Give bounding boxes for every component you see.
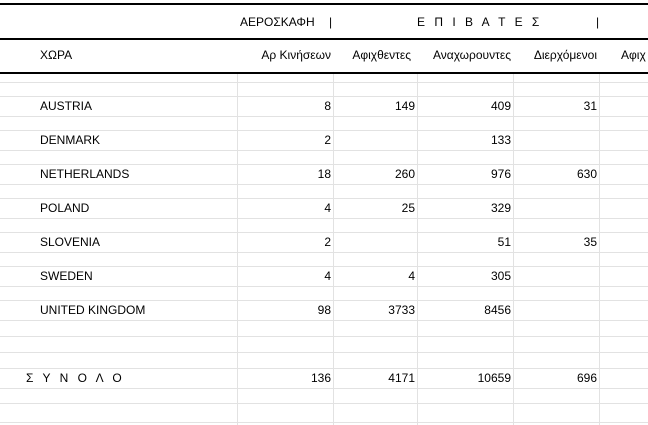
movements-cell[interactable]: 2 (324, 235, 331, 249)
grid-line (0, 336, 648, 337)
group-header-row (0, 14, 648, 31)
country-cell[interactable]: UNITED KINGDOM (40, 303, 146, 317)
grid-line (0, 368, 648, 369)
header-top-border (0, 3, 648, 5)
departures-cell[interactable]: 329 (490, 201, 511, 215)
departures-cell[interactable]: 8456 (484, 303, 511, 317)
column-header-row (0, 47, 648, 64)
movements-cell[interactable]: 8 (324, 99, 331, 113)
grid-line (0, 82, 648, 83)
arrivals-cell[interactable] (333, 234, 415, 251)
table-row[interactable] (0, 234, 648, 251)
grid-line (0, 300, 648, 301)
transit-cell[interactable]: 31 (583, 99, 597, 113)
country-cell[interactable]: DENMARK (40, 133, 101, 147)
grid-line (0, 184, 648, 185)
departures-cell[interactable]: 305 (490, 269, 511, 283)
arrivals-cell[interactable]: 149 (394, 99, 415, 113)
country-cell[interactable]: AUSTRIA (40, 99, 93, 113)
grid-line (0, 352, 648, 353)
departures-cell[interactable]: 409 (490, 99, 511, 113)
passengers-group-separator: | (596, 15, 600, 29)
grid-line (0, 286, 648, 287)
arrivals-cell[interactable]: 260 (394, 167, 415, 181)
movements-cell[interactable]: 18 (317, 167, 331, 181)
grid-line (0, 388, 648, 389)
total-transit-cell[interactable]: 696 (576, 371, 597, 385)
arrivals-cell[interactable]: 4 (408, 269, 415, 283)
table-row[interactable] (0, 166, 648, 183)
total-departures-cell[interactable]: 10659 (477, 371, 511, 385)
table-row[interactable] (0, 200, 648, 217)
grid-line (0, 266, 648, 267)
departures-cell[interactable]: 51 (497, 235, 511, 249)
country-cell[interactable]: POLAND (40, 201, 90, 215)
grid-line (0, 403, 648, 404)
departures-cell[interactable]: 976 (490, 167, 511, 181)
aircraft-group-label: ΑΕΡΟΣΚΑΦΗ (240, 15, 315, 29)
grid-line (0, 198, 648, 199)
header-mid-border (0, 38, 648, 40)
movements-cell[interactable]: 4 (324, 269, 331, 283)
column-header-departures[interactable]: Αναχωρουντες (432, 48, 511, 62)
total-movements-cell[interactable]: 136 (310, 371, 331, 385)
transit-cell[interactable] (513, 302, 597, 319)
transit-cell[interactable] (513, 268, 597, 285)
movements-cell[interactable]: 98 (317, 303, 331, 317)
transit-cell[interactable]: 35 (583, 235, 597, 249)
grid-line (0, 116, 648, 117)
departures-cell[interactable]: 133 (490, 133, 511, 147)
transit-cell[interactable]: 630 (576, 167, 597, 181)
total-arrivals-cell[interactable]: 4171 (388, 371, 415, 385)
country-cell[interactable]: SWEDEN (40, 269, 93, 283)
arrivals-cell[interactable]: 3733 (388, 303, 415, 317)
column-header-country[interactable]: ΧΩΡΑ (40, 48, 73, 62)
grid-line (0, 218, 648, 219)
arrivals-cell[interactable]: 25 (401, 201, 415, 215)
country-cell[interactable]: NETHERLANDS (40, 167, 130, 181)
grid-line (0, 96, 648, 97)
table-row[interactable] (0, 268, 648, 285)
transit-cell[interactable] (513, 200, 597, 217)
grid-line (0, 232, 648, 233)
table-row[interactable] (0, 132, 648, 149)
grid-line (0, 252, 648, 253)
grid-line (0, 164, 648, 165)
transit-cell[interactable] (513, 132, 597, 149)
grid-line (0, 150, 648, 151)
column-header-transit[interactable]: Διερχόμενοι (533, 48, 597, 62)
grid-line (0, 320, 648, 321)
country-cell[interactable]: SLOVENIA (40, 235, 101, 249)
table-row[interactable] (0, 98, 648, 115)
table-row[interactable] (0, 302, 648, 319)
grid-line (0, 422, 648, 423)
arrivals-cell[interactable] (333, 132, 415, 149)
movements-cell[interactable]: 4 (324, 201, 331, 215)
grid-line (0, 130, 648, 131)
passengers-group-label: Ε Π Ι Β Α Τ Ε Σ (417, 15, 543, 29)
aircraft-group-separator: | (329, 15, 333, 29)
column-header-arrivals[interactable]: Αφιχθεντες (352, 48, 411, 62)
header-bottom-border (0, 72, 648, 74)
total-row[interactable] (0, 370, 648, 387)
movements-cell[interactable]: 2 (324, 133, 331, 147)
column-header-arrivals-partial[interactable]: Αφιχ (621, 48, 646, 62)
column-header-movements[interactable]: Αρ Κινήσεων (261, 48, 331, 62)
total-label[interactable]: Σ Υ Ν Ο Λ Ο (26, 371, 125, 385)
